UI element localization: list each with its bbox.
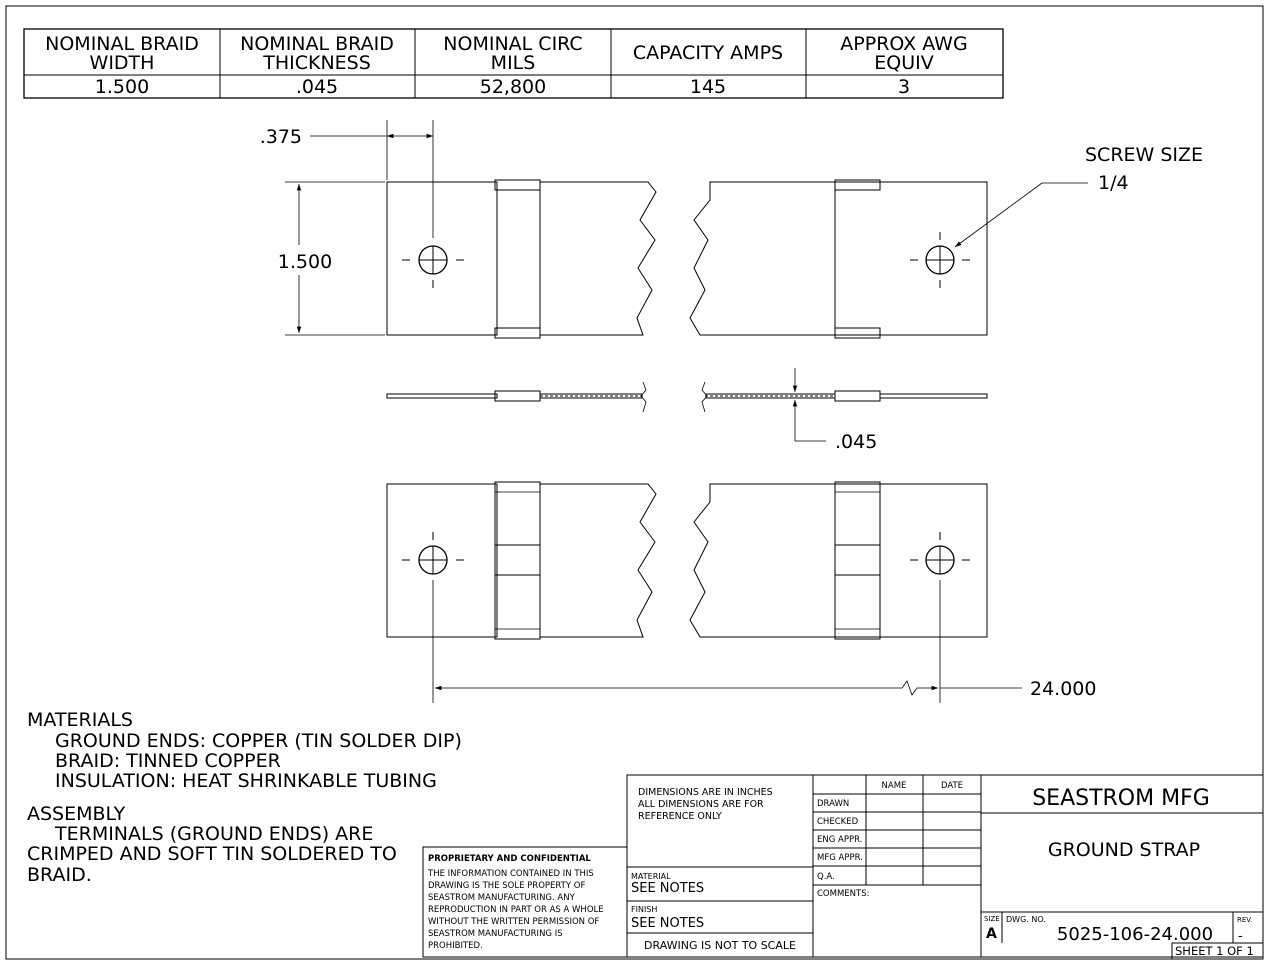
dwg-label: DWG. NO. [1006, 915, 1046, 924]
header-circ-mils-2: MILS [490, 52, 536, 74]
proprietary-line-4: REPRODUCTION IN PART OR AS A WHOLE [428, 905, 604, 915]
material-value: SEE NOTES [631, 881, 705, 896]
proprietary-line-1: THE INFORMATION CONTAINED IN THIS [428, 869, 594, 879]
dwg-number: 5025-106-24.000 [1056, 924, 1214, 945]
screw-size-label: SCREW SIZE [1085, 144, 1204, 166]
material-label: MATERIAL [631, 872, 671, 881]
left-braid [540, 182, 656, 335]
materials-line-3: INSULATION: HEAT SHRINKABLE TUBING [55, 770, 437, 792]
proprietary-line-2: DRAWING IS THE SOLE PROPERTY OF [428, 881, 586, 891]
comments-label: COMMENTS: [817, 889, 870, 899]
right-terminal [835, 182, 987, 335]
assembly-line-1: TERMINALS (GROUND ENDS) ARE [55, 823, 374, 845]
row-drawn: DRAWN [817, 799, 850, 809]
header-braid-width-2: WIDTH [89, 52, 155, 74]
dim-width: 1.500 [277, 251, 333, 273]
proprietary-title: PROPRIETARY AND CONFIDENTIAL [428, 854, 591, 864]
row-checked: CHECKED [817, 817, 859, 827]
finish-value: SEE NOTES [631, 916, 705, 931]
title-block [423, 775, 1263, 959]
header-braid-thickness-2: THICKNESS [263, 52, 371, 74]
rev-label: REV. [1237, 916, 1253, 924]
row-mfg-appr: MFG APPR. [817, 853, 863, 863]
bottom-left-hole-icon [402, 532, 464, 574]
size-label: SIZE [984, 915, 1000, 923]
dim-hole-offset: .375 [259, 126, 302, 148]
left-terminal [387, 182, 497, 335]
col-name: NAME [881, 781, 907, 791]
right-braid [690, 182, 835, 335]
dimension-note-2: ALL DIMENSIONS ARE FOR [638, 799, 764, 810]
bottom-left-braid [540, 484, 656, 637]
header-braid-thickness-1: NOMINAL BRAID [240, 33, 394, 55]
value-circ-mils: 52,800 [479, 76, 547, 98]
col-date: DATE [940, 781, 964, 791]
proprietary-line-7: PROHIBITED. [428, 941, 483, 951]
proprietary-line-5: WITHOUT THE WRITTEN PERMISSION OF [428, 917, 600, 927]
materials-line-2: BRAID: TINNED COPPER [55, 750, 281, 772]
proprietary-line-6: SEASTROM MANUFACTURING IS [428, 929, 563, 939]
dim-length: 24.000 [1030, 678, 1097, 700]
size-value: A [986, 926, 997, 942]
company-name: SEASTROM MFG [1032, 786, 1210, 811]
finish-label: FINISH [631, 905, 658, 914]
header-capacity-amps: CAPACITY AMPS [632, 42, 784, 64]
proprietary-line-3: SEASTROM MANUFACTURING. ANY [428, 893, 575, 903]
screw-size-value: 1/4 [1098, 172, 1129, 194]
side-view [387, 368, 987, 453]
value-braid-width: 1.500 [94, 76, 150, 98]
header-awg-equiv-1: APPROX AWG [840, 33, 968, 55]
dim-thickness: .045 [835, 431, 878, 453]
drawing-title: GROUND STRAP [1047, 839, 1201, 861]
bottom-view [387, 482, 1096, 703]
left-hole-icon [402, 246, 464, 288]
assembly-line-3: BRAID. [27, 864, 92, 886]
bottom-right-hole-icon [910, 532, 970, 574]
top-view [260, 120, 1203, 338]
materials-line-1: GROUND ENDS: COPPER (TIN SOLDER DIP) [55, 730, 462, 752]
row-eng-appr: ENG APPR. [817, 835, 863, 845]
header-braid-width-1: NOMINAL BRAID [45, 33, 199, 55]
notes [27, 709, 462, 886]
value-capacity-amps: 145 [689, 76, 727, 98]
scale-note: DRAWING IS NOT TO SCALE [644, 939, 796, 952]
dimension-note-3: REFERENCE ONLY [638, 811, 722, 822]
right-hole-icon [910, 232, 970, 288]
row-qa: Q.A. [817, 872, 835, 882]
sheet-border [6, 6, 1263, 959]
assembly-heading: ASSEMBLY [27, 803, 126, 825]
specs-table [24, 29, 1003, 98]
rev-value: - [1238, 929, 1243, 944]
bottom-right-braid [690, 484, 835, 637]
sheet-number: SHEET 1 OF 1 [1175, 944, 1254, 958]
value-braid-thickness: .045 [295, 76, 339, 98]
header-circ-mils-1: NOMINAL CIRC [443, 33, 583, 55]
assembly-line-2: CRIMPED AND SOFT TIN SOLDERED TO [27, 843, 397, 865]
value-awg-equiv: 3 [897, 76, 911, 98]
dimension-note-1: DIMENSIONS ARE IN INCHES [638, 787, 773, 798]
materials-heading: MATERIALS [27, 709, 133, 731]
header-awg-equiv-2: EQUIV [874, 52, 934, 74]
